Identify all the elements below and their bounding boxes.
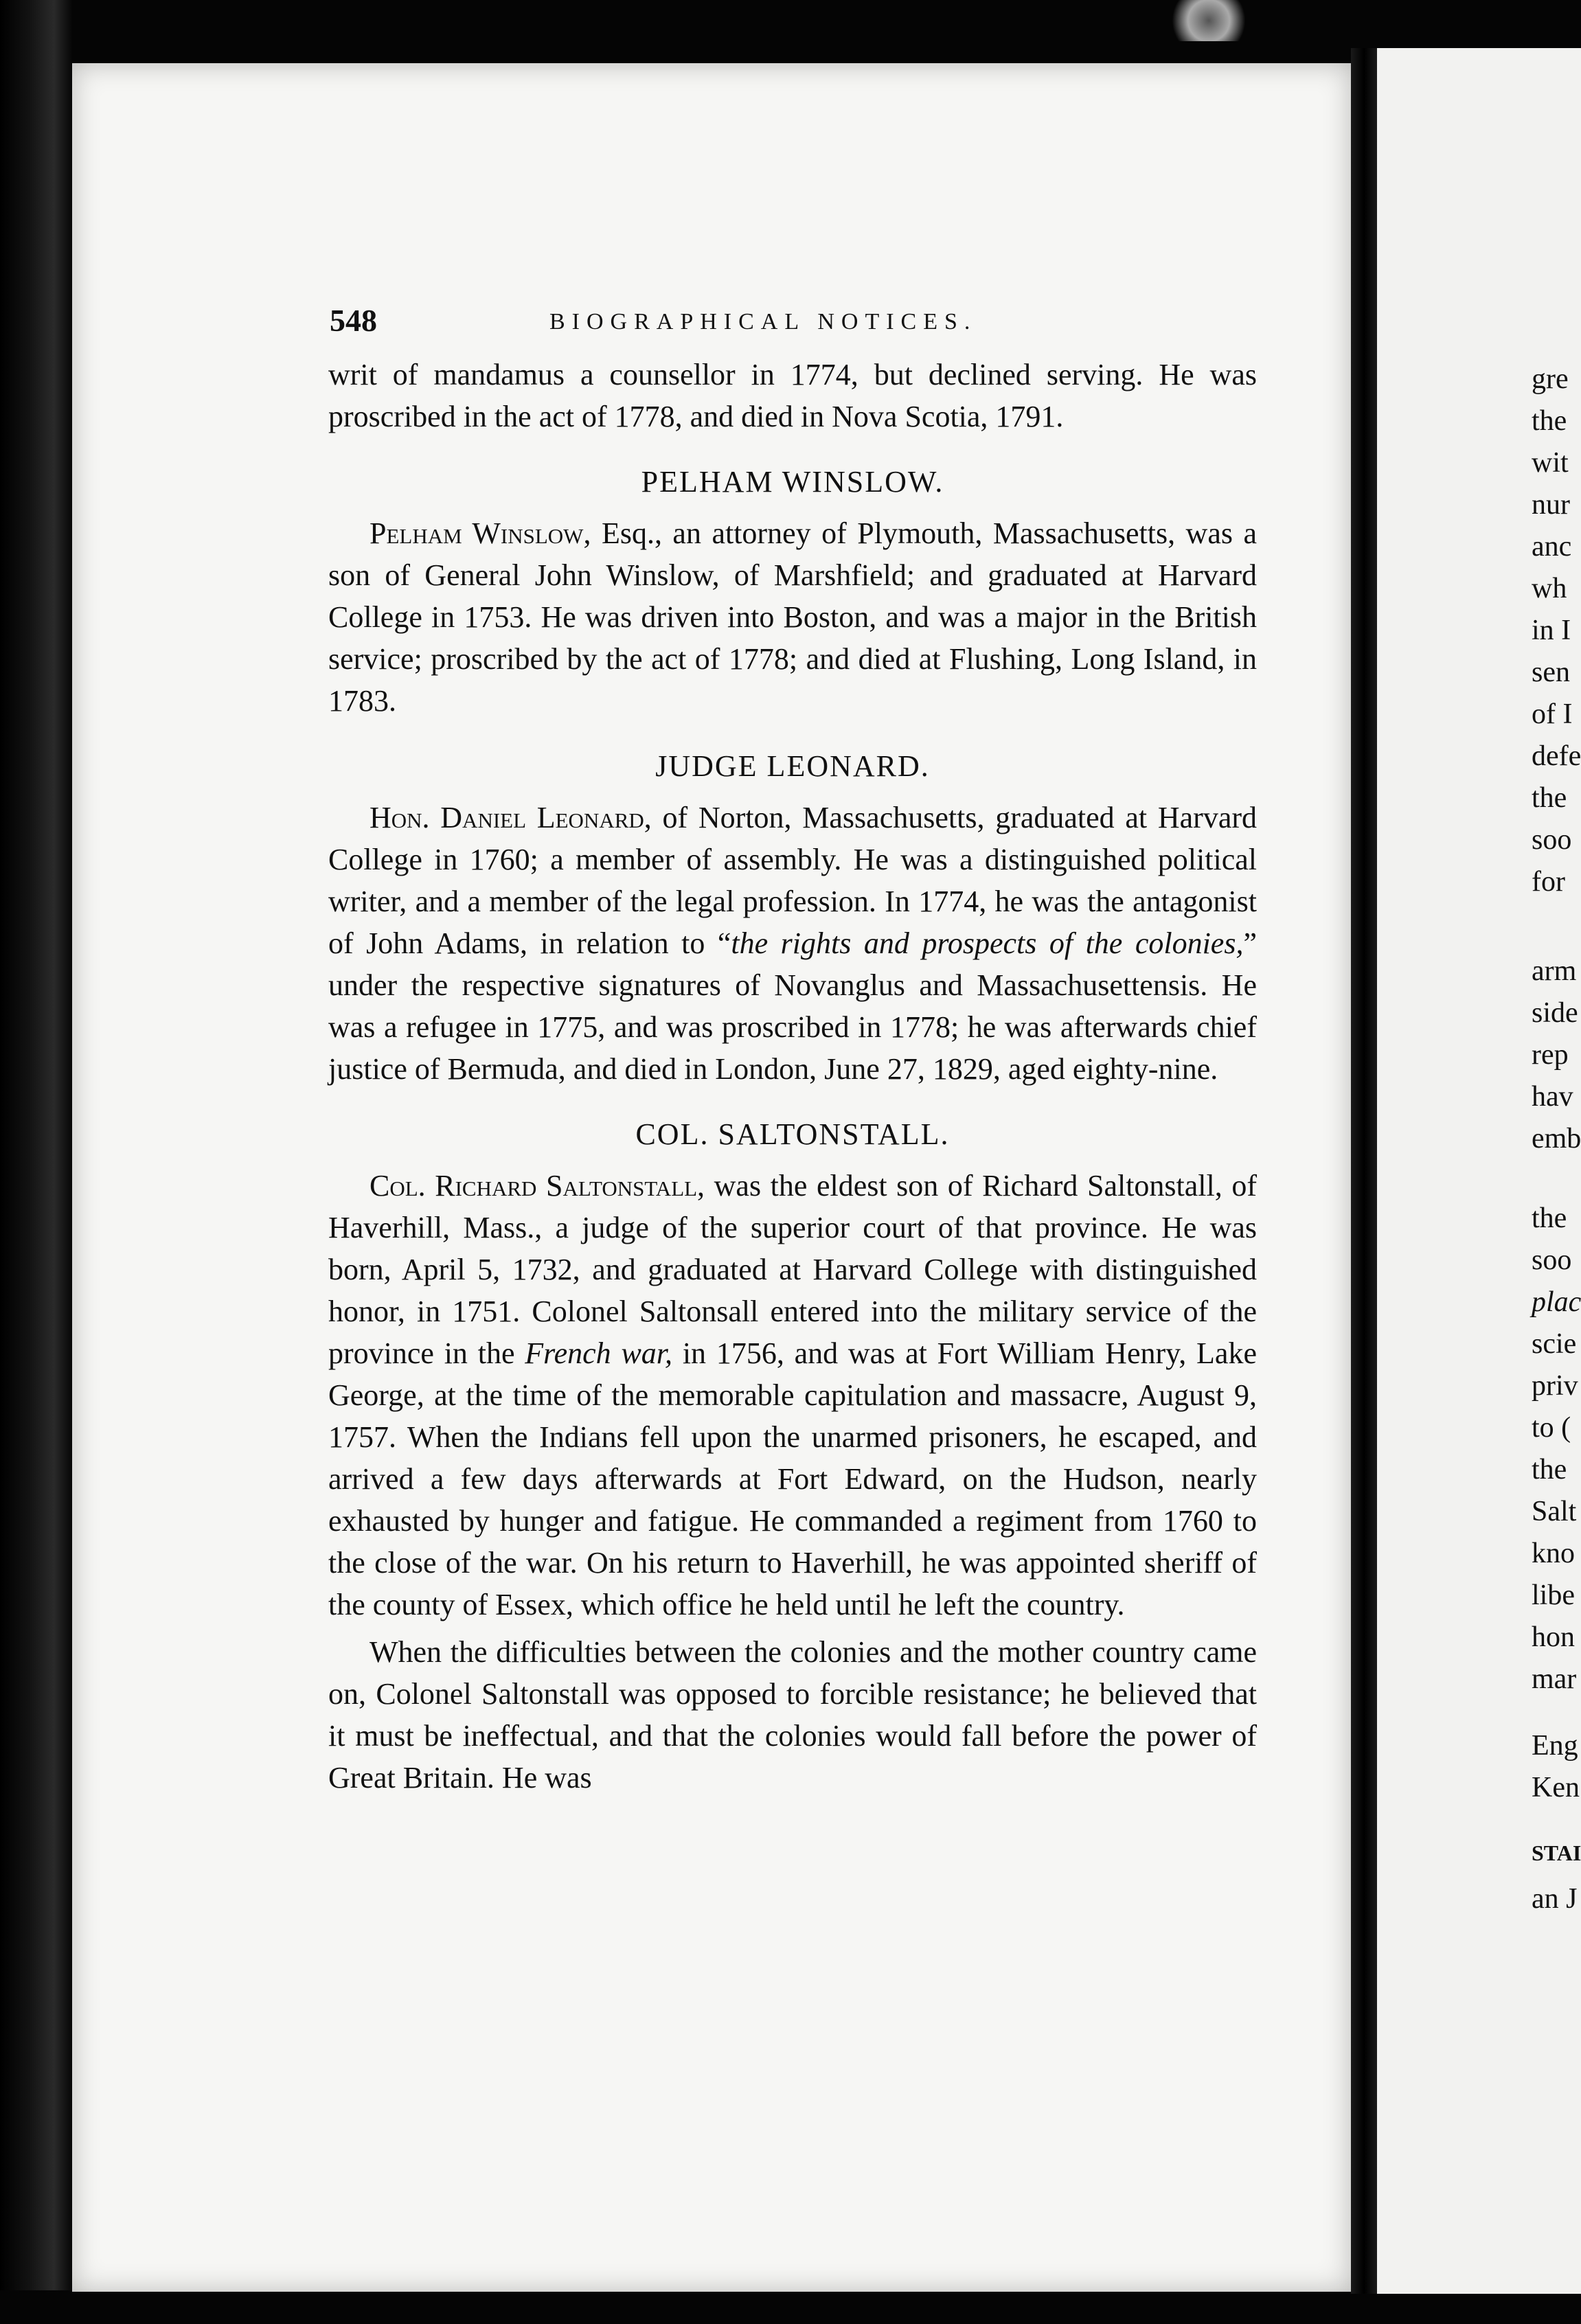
facing-fragment: wit [1532, 447, 1569, 479]
lead-name: Col. Richard Saltonstall, [369, 1169, 705, 1203]
facing-fragment: soo [1532, 1244, 1572, 1276]
facing-fragment: of I [1532, 698, 1573, 730]
lead-name: Pelham Winslow, [369, 516, 591, 550]
paragraph-text: Esq., an attorney of Plymouth, Massachusetts, was a son of General John Winslow, of Marshfield; and graduated at Harvard College in 1753. He was driven into Boston, and was a major in the British service; proscribed by the act of 1778; and died at Flushing, Long Island, in 1783. [328, 516, 1258, 718]
facing-fragment: scie [1532, 1328, 1577, 1360]
lead-name: Hon. Daniel Leonard, [369, 801, 652, 834]
facing-fragment: rep [1532, 1039, 1569, 1071]
facing-fragment: for [1532, 866, 1565, 898]
running-title: BIOGRAPHICAL NOTICES. [549, 309, 977, 334]
section-heading: JUDGE LEONARD. [655, 749, 930, 783]
facing-fragment: soo [1532, 824, 1572, 856]
paragraph-text: ” under the respective signatures of Novanglus and Massachusettensis. He was a refugee in 1775, and was proscribed in 1778; he was afterwards chief justice of Bermuda, and died in London, June 27, 1829, aged eighty-nine. [328, 926, 1257, 1086]
scan-border-top [0, 0, 1581, 65]
facing-fragment: sen [1532, 657, 1570, 688]
section-paragraph [328, 1165, 1257, 1626]
facing-fragment: emb [1532, 1123, 1581, 1154]
running-head [330, 302, 1277, 343]
facing-fragment: anc [1532, 531, 1572, 562]
paragraph-text: in 1756, and was at Fort William Henry, Lake George, at the time of the memorable capitulation and massacre, August 9, 1757. When the Indians fell upon the unarmed prisoners, he escaped, and arrived a few days afterwards at Fort Edward, on the Hudson, nearly exhausted by hunger and fatigue. He commanded a regiment from 1760 to the close of the war. On his return to Haverhill, he was appointed sheriff of the county of Essex, which office he held until he left the country. [328, 1336, 1257, 1621]
paragraph-text: was the eldest son of Richard Saltonstall, of Haverhill, Mass., a judge of the superior court of that province. He was born, April 5, 1732, and graduated at Harvard College with distinguished honor, in 1751. Colonel Saltonsall entered into the military service of the province in the [328, 1169, 1257, 1370]
ink-blot [1161, 0, 1257, 41]
scan-border-bottom [0, 2290, 1581, 2324]
section-heading: COL. SALTONSTALL. [635, 1117, 950, 1151]
facing-fragment: to ( [1532, 1412, 1571, 1444]
section-paragraph: When the difficulties between the colonies and the mother country came on, Colonel Saltonstall was opposed to forcible resistance; he believed that it must be ineffectual, and that the colonies would fall before the power of Great Britain. He was [328, 1635, 1257, 1795]
facing-fragment: the [1532, 782, 1567, 814]
facing-fragment: arm [1532, 955, 1577, 987]
facing-fragment: STAI [1532, 1841, 1581, 1865]
facing-fragment: Eng [1532, 1730, 1578, 1762]
facing-fragment: Ken [1532, 1772, 1580, 1803]
facing-fragment: hav [1532, 1081, 1573, 1113]
facing-fragment: wh [1532, 573, 1567, 604]
page-number: 548 [330, 303, 377, 338]
facing-fragment: priv [1532, 1370, 1578, 1402]
book-gutter [1351, 48, 1377, 2294]
opening-paragraph: writ of mandamus a counsellor in 1774, but declined serving. He was proscribed in the act of 1778, and died in Nova Scotia, 1791. [328, 358, 1257, 433]
facing-fragment: libe [1532, 1580, 1575, 1611]
facing-fragment: the [1532, 1454, 1567, 1485]
italic-phrase: the rights and prospects of the colonies, [731, 926, 1244, 960]
facing-fragment: defe [1532, 740, 1581, 772]
facing-fragment: gre [1532, 363, 1569, 395]
paragraph-text: of Norton, Massachusetts, graduated at Harvard College in 1760; a member of assembly. He was a distinguished political writer, and a member of the legal profession. In 1774, he was the antagonist of John Adams, in relation to “ [328, 801, 1257, 960]
facing-fragment: side [1532, 997, 1578, 1029]
section-heading: PELHAM WINSLOW. [641, 465, 944, 499]
facing-fragment: Salt [1532, 1496, 1577, 1527]
page-body [328, 354, 1257, 1799]
facing-page-edge [1377, 48, 1581, 2294]
facing-fragment: the [1532, 1203, 1567, 1234]
italic-phrase: French war, [525, 1336, 673, 1370]
facing-fragment: nur [1532, 489, 1570, 521]
section-paragraph [328, 797, 1257, 1090]
book-edge-left [0, 0, 72, 2324]
facing-fragment: hon [1532, 1621, 1575, 1653]
facing-fragment: the [1532, 405, 1567, 437]
facing-fragment: an J [1532, 1883, 1578, 1915]
facing-fragment: kno [1532, 1538, 1575, 1569]
section-paragraph [328, 512, 1257, 722]
facing-fragment: mar [1532, 1663, 1577, 1695]
facing-fragment: in I [1532, 615, 1571, 646]
facing-fragment: plac [1532, 1286, 1581, 1318]
